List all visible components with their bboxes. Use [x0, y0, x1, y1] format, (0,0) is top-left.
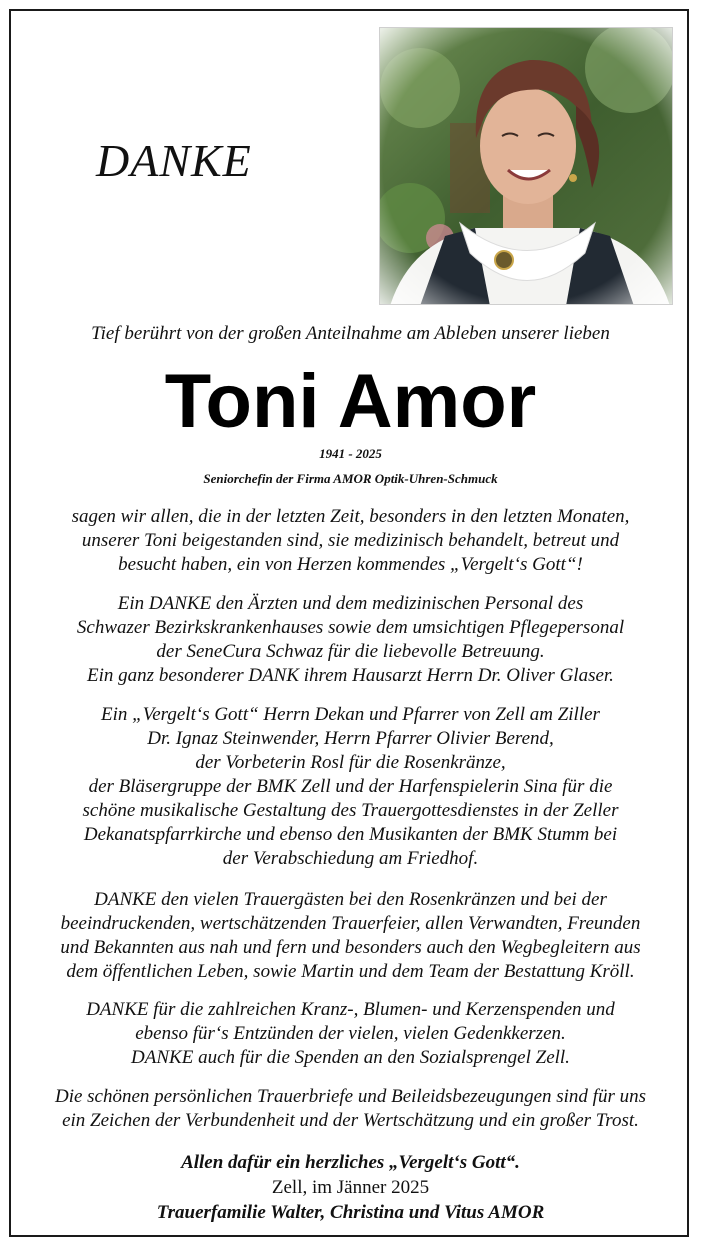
text-line: beeindruckenden, wertschätzenden Trauerfeier, allen Verwandten, Freunden [60, 913, 641, 934]
text-line: Ein ganz besonderer DANK ihrem Hausarzt Herrn Dr. Oliver Glaser. [87, 665, 614, 686]
paragraph-thanks-donations [14, 998, 687, 1070]
text-line: ebenso für‘s Entzünden der vielen, vielen Gedenkkerzen. [135, 1023, 566, 1044]
intro-line: Tief berührt von der großen Anteilnahme am Ableben unserer lieben [91, 323, 610, 344]
text-line: DANKE auch für die Spenden an den Sozialsprengel Zell. [131, 1047, 570, 1068]
text-line: Ein DANKE den Ärzten und dem medizinischen Personal des [117, 593, 584, 614]
text-line: der SeneCura Schwaz für die liebevolle Betreuung. [156, 641, 545, 662]
paragraph-thanks-all [14, 505, 687, 577]
text-line: sagen wir allen, die in der letzten Zeit, besonders in den letzten Monaten, [71, 506, 630, 527]
text-line: DANKE den vielen Trauergästen bei den Rosenkränzen und bei der [94, 889, 607, 910]
paragraph-letters [14, 1085, 687, 1133]
closing-family: Trauerfamilie Walter, Christina und Vitus AMOR [156, 1202, 545, 1223]
text-line: dem öffentlichen Leben, sowie Martin und dem Team der Bestattung Kröll. [66, 961, 635, 982]
text-line: ein Zeichen der Verbundenheit und der Wertschätzung und ein großer Trost. [62, 1110, 639, 1131]
paragraph-thanks-guests [14, 888, 687, 984]
text-line: DANKE für die zahlreichen Kranz-, Blumen- und Kerzenspenden und [86, 999, 615, 1020]
text-line: der Bläsergruppe der BMK Zell und der Harfenspielerin Sina für die [88, 776, 613, 797]
life-dates: 1941 - 2025 [319, 446, 382, 461]
danke-heading: DANKE [96, 135, 252, 186]
closing-thanks: Allen dafür ein herzliches „Vergelt‘s Gott“. [181, 1152, 520, 1173]
text-line: Dekanatspfarrkirche und ebenso den Musikanten der BMK Stumm bei [83, 824, 618, 845]
text-line: Dr. Ignaz Steinwender, Herrn Pfarrer Olivier Berend, [147, 728, 554, 749]
text-line: besucht haben, ein von Herzen kommendes „Vergelt‘s Gott“! [118, 554, 583, 575]
portrait-photo [379, 27, 673, 305]
text-line: Die schönen persönlichen Trauerbriefe und Beileidsbezeugungen sind für uns [54, 1086, 647, 1107]
closing-place-date: Zell, im Jänner 2025 [271, 1177, 430, 1198]
text-line: schöne musikalische Gestaltung des Trauergottesdienstes in der Zeller [82, 800, 619, 821]
text-line: Schwazer Bezirkskrankenhauses sowie dem umsichtigen Pflegepersonal [76, 617, 625, 638]
portrait-image [380, 28, 673, 305]
paragraph-thanks-clergy [14, 703, 687, 871]
text-line: unserer Toni beigestanden sind, sie medizinisch behandelt, betreut und [81, 530, 620, 551]
deceased-role: Seniorchefin der Firma AMOR Optik-Uhren-Schmuck [203, 471, 498, 486]
deceased-name: Toni Amor [164, 359, 537, 444]
text-line: Ein „Vergelt‘s Gott“ Herrn Dekan und Pfarrer von Zell am Ziller [101, 704, 600, 725]
closing-block [0, 1150, 701, 1225]
text-line: und Bekannten aus nah und fern und besonders auch den Wegbegleitern aus [60, 937, 641, 958]
text-line: der Verabschiedung am Friedhof. [222, 848, 479, 869]
paragraph-thanks-doctors [14, 592, 687, 688]
text-line: der Vorbeterin Rosl für die Rosenkränze, [195, 752, 506, 773]
